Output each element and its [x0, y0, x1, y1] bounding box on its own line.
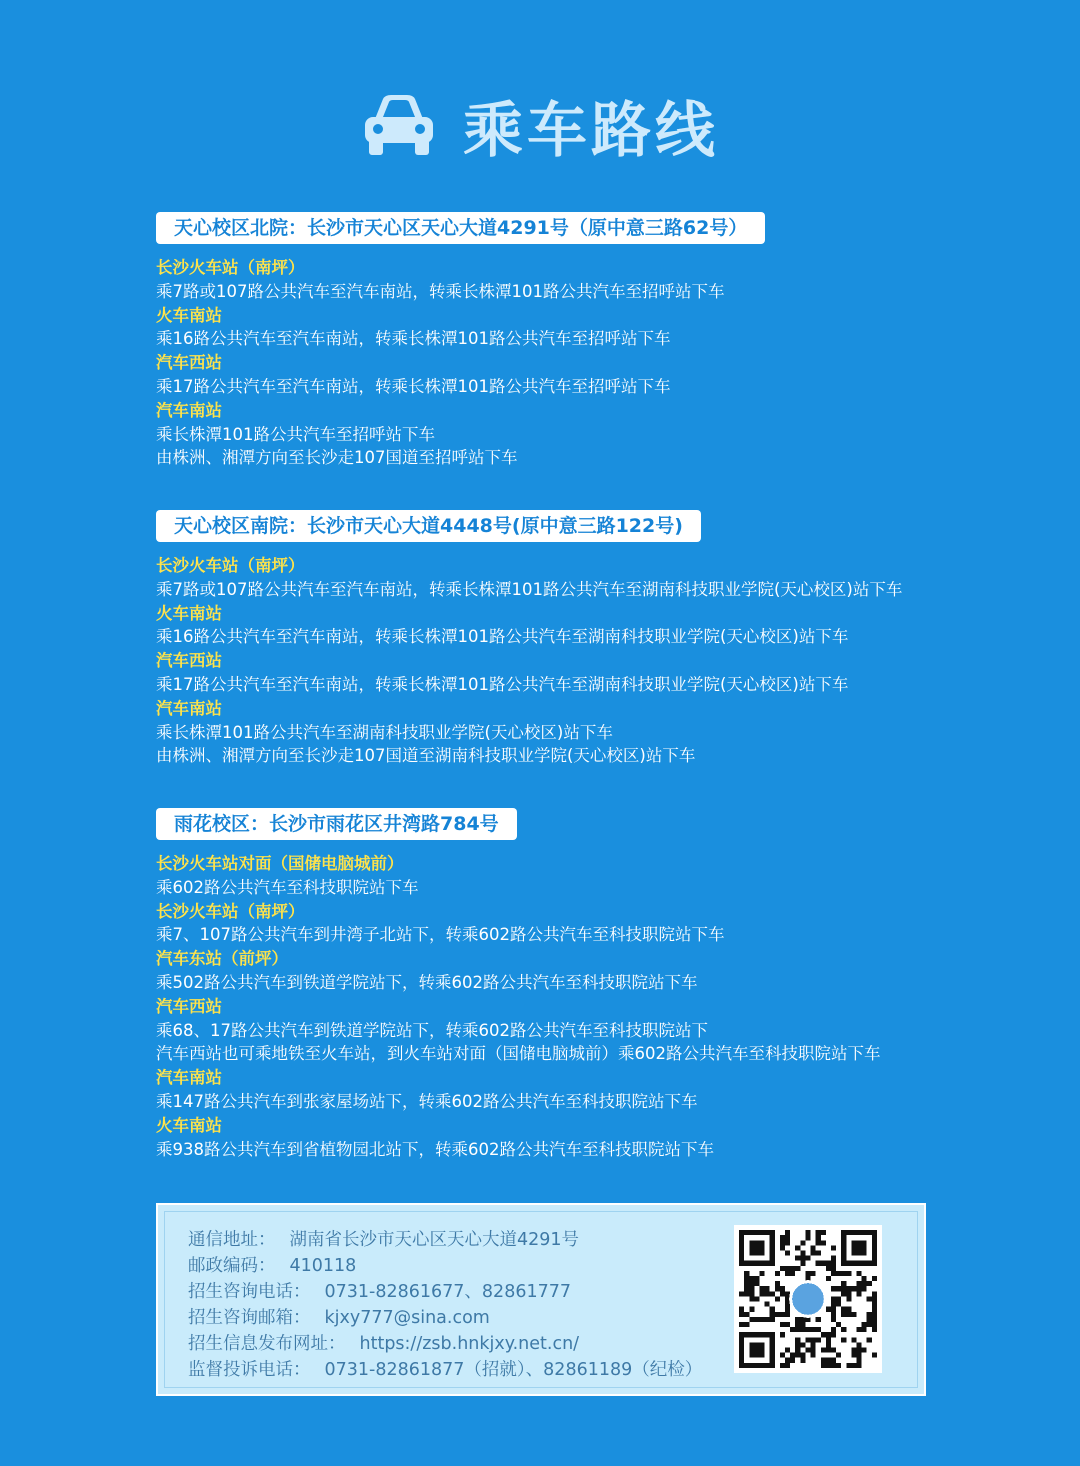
route-text: 由株洲、湘潭方向至长沙走107国道至湖南科技职业学院(天心校区)站下车 — [156, 746, 696, 766]
campus-section-north — [156, 212, 765, 470]
campus-section-yuhua — [156, 808, 881, 1161]
route-text: 乘7、107路公共汽车到井湾子北站下，转乘602路公共汽车至科技职院站下车 — [156, 925, 725, 945]
contact-value: https://zsb.hnkjxy.net.cn/ — [359, 1334, 580, 1354]
contact-postcode — [188, 1253, 702, 1279]
contact-list — [188, 1227, 702, 1383]
station-name: 长沙火车站对面（国储电脑城前） — [156, 854, 404, 873]
campus-address-pill: 天心校区北院：长沙市天心区天心大道4291号（原中意三路62号） — [156, 212, 765, 244]
contact-complaint-phone — [188, 1357, 702, 1383]
contact-address — [188, 1227, 702, 1253]
route-text: 汽车西站也可乘地铁至火车站，到火车站对面（国储电脑城前）乘602路公共汽车至科技职院站下车 — [156, 1044, 881, 1064]
station-name: 长沙火车站（南坪） — [156, 556, 305, 575]
route-text: 由株洲、湘潭方向至长沙走107国道至招呼站下车 — [156, 448, 518, 468]
contact-info-box — [156, 1203, 926, 1396]
contact-label: 招生信息发布网址： — [188, 1334, 346, 1354]
station-name: 汽车西站 — [156, 996, 222, 1016]
route-text: 乘147路公共汽车到张家屋场站下，转乘602路公共汽车至科技职院站下车 — [156, 1091, 698, 1111]
contact-website — [188, 1331, 702, 1357]
contact-label: 招生咨询邮箱： — [188, 1308, 311, 1328]
campus-address-pill: 雨花校区：长沙市雨花区井湾路784号 — [156, 808, 517, 840]
contact-label: 监督投诉电话： — [188, 1360, 311, 1380]
contact-value: 0731-82861877（招就）、82861189（纪检） — [324, 1360, 703, 1380]
route-text: 乘7路或107路公共汽车至汽车南站，转乘长株潭101路公共汽车至湖南科技职业学院(天心校区)站下车 — [156, 579, 903, 599]
station-name: 火车南站 — [156, 305, 222, 325]
page-header — [0, 86, 1080, 166]
contact-value: 湖南省长沙市天心区天心大道4291号 — [289, 1230, 580, 1250]
route-text: 乘长株潭101路公共汽车至湖南科技职业学院(天心校区)站下车 — [156, 722, 613, 742]
contact-label: 邮政编码： — [188, 1256, 276, 1276]
contact-value: 0731-82861677、82861777 — [324, 1282, 571, 1302]
campus-address-pill: 天心校区南院：长沙市天心大道4448号(原中意三路122号) — [156, 510, 701, 542]
contact-phone — [188, 1279, 702, 1305]
station-name: 汽车南站 — [156, 698, 222, 718]
station-name: 长沙火车站（南坪） — [156, 258, 305, 277]
route-list — [156, 256, 765, 470]
station-name: 汽车南站 — [156, 400, 222, 420]
route-text: 乘16路公共汽车至汽车南站，转乘长株潭101路公共汽车至湖南科技职业学院(天心校区)站下车 — [156, 627, 849, 647]
station-name: 汽车西站 — [156, 651, 222, 671]
station-name: 汽车东站（前坪） — [156, 949, 288, 969]
page-title: 乘车路线 — [463, 96, 719, 166]
route-text: 乘502路公共汽车到铁道学院站下，转乘602路公共汽车至科技职院站下车 — [156, 972, 698, 992]
contact-value: kjxy777@sina.com — [324, 1308, 490, 1328]
route-text: 乘17路公共汽车至汽车南站，转乘长株潭101路公共汽车至招呼站下车 — [156, 376, 671, 396]
contact-label: 通信地址： — [188, 1230, 276, 1250]
contact-value: 410118 — [289, 1256, 357, 1276]
route-list — [156, 554, 902, 768]
route-text: 乘938路公共汽车到省植物园北站下，转乘602路公共汽车至科技职院站下车 — [156, 1139, 714, 1159]
route-text: 乘7路或107路公共汽车至汽车南站，转乘长株潭101路公共汽车至招呼站下车 — [156, 281, 725, 301]
contact-email — [188, 1305, 702, 1331]
contact-label: 招生咨询电话： — [188, 1282, 311, 1302]
qr-code-icon — [734, 1225, 882, 1373]
route-text: 乘602路公共汽车至科技职院站下车 — [156, 877, 419, 897]
campus-section-south — [156, 510, 902, 768]
route-text: 乘长株潭101路公共汽车至招呼站下车 — [156, 424, 435, 444]
station-name: 汽车西站 — [156, 353, 222, 373]
route-list — [156, 852, 881, 1161]
station-name: 火车南站 — [156, 603, 222, 623]
station-name: 汽车南站 — [156, 1068, 222, 1088]
station-name: 长沙火车站（南坪） — [156, 901, 305, 921]
route-text: 乘68、17路公共汽车到铁道学院站下，转乘602路公共汽车至科技职院站下 — [156, 1020, 708, 1040]
station-name: 火车南站 — [156, 1115, 222, 1135]
car-icon — [361, 91, 437, 161]
route-text: 乘16路公共汽车至汽车南站，转乘长株潭101路公共汽车至招呼站下车 — [156, 329, 671, 349]
route-text: 乘17路公共汽车至汽车南站，转乘长株潭101路公共汽车至湖南科技职业学院(天心校区)站下车 — [156, 674, 849, 694]
